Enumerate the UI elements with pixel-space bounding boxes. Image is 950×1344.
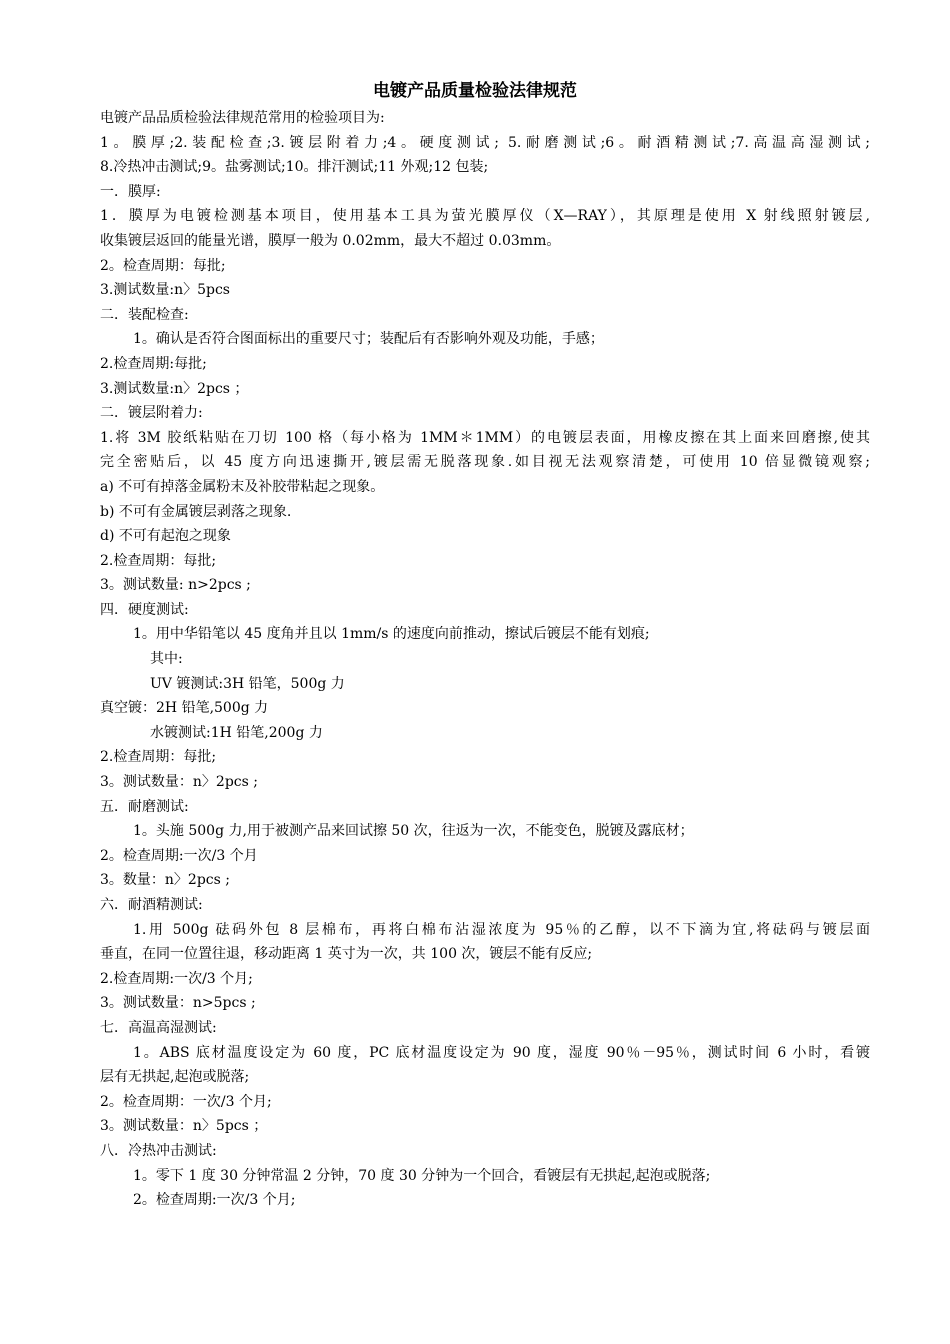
text-line: 2.检查周期:一次/3 个月; — [100, 970, 253, 987]
document-title: 电镀产品质量检验法律规范 — [373, 81, 577, 101]
text-line: 3。测试数量：n〉5pcs ； — [100, 1118, 268, 1135]
text-line: 2。检查周期：一次/3 个月; — [100, 1093, 272, 1110]
text-line: 1。确认是否符合图面标出的重要尺寸；装配后有否影响外观及功能，手感； — [133, 331, 604, 348]
text-line: 八．冷热冲击测试: — [100, 1142, 217, 1159]
text-line: 1。ABS 底材温度设定为 60 度，PC 底材温度设定为 90 度，湿度 90％－95％，测试时间 6 小时，看镀 — [133, 1044, 870, 1061]
text-line: 二．装配检查: — [100, 306, 189, 323]
text-line: 其中: — [150, 651, 183, 668]
text-line: 2.检查周期:每批; — [100, 355, 207, 372]
text-line: b) 不可有金属镀层剥落之现象. — [100, 503, 292, 520]
text-line: 2.检查周期：每批; — [100, 749, 217, 766]
text-line: UV 镀测试:3H 铅笔，500g 力 — [150, 675, 345, 692]
text-line: 3。数量：n〉2pcs ; — [100, 872, 230, 889]
text-line: 8.冷热冲击测试;9。盐雾测试;10。排汗测试;11 外观;12 包装; — [100, 159, 489, 176]
text-line: 2。检查周期:一次/3 个月 — [100, 847, 258, 864]
text-line: 1。头施 500g 力,用于被测产品来回试擦 50 次，往返为一次，不能变色，脱镀及露底材； — [133, 823, 694, 840]
text-line: 1。用中华铅笔以 45 度角并且以 1mm/s 的速度向前推动，擦试后镀层不能有划痕; — [133, 626, 650, 643]
text-line: 电镀产品品质检验法律规范常用的检验项目为: — [100, 110, 385, 126]
text-line: 3。测试数量：n>5pcs ; — [100, 995, 256, 1012]
text-line: 2。检查周期:一次/3 个月; — [133, 1192, 296, 1209]
text-line: 1。零下 1 度 30 分钟常温 2 分钟，70 度 30 分钟为一个回合，看镀层有无拱起,起泡或脱落; — [133, 1167, 711, 1184]
text-line: 1。膜厚;2.装配检查;3.镀层附着力;4。硬度测试; 5.耐磨测试;6。耐酒精测试;7.高温高湿测试; — [100, 134, 870, 151]
text-line: 水镀测试:1H 铅笔,200g 力 — [150, 724, 323, 741]
text-line: a) 不可有掉落金属粉末及补胶带粘起之现象。 — [100, 478, 385, 495]
text-line: 2.检查周期：每批; — [100, 552, 217, 569]
text-line: 五．耐磨测试: — [100, 798, 189, 815]
text-line: 层有无拱起,起泡或脱落; — [100, 1069, 250, 1086]
text-line: 3。测试数量：n〉2pcs ; — [100, 774, 258, 791]
text-line: 1.将 3M 胶纸粘贴在刀切 100 格（每小格为 1MM＊1MM）的电镀层表面，用橡皮擦在其上面来回磨擦,使其 — [100, 429, 870, 446]
text-line: 1．膜厚为电镀检测基本项目，使用基本工具为萤光膜厚仪（X—RAY），其原理是使用 X 射线照射镀层, — [100, 208, 870, 225]
text-line: 四．硬度测试: — [100, 601, 189, 618]
text-line: d) 不可有起泡之现象 — [100, 528, 231, 545]
text-line: 2。检查周期：每批; — [100, 257, 226, 274]
text-line: 七．高温高湿测试: — [100, 1019, 217, 1036]
text-line: 1.用 500g 砝码外包 8 层棉布，再将白棉布沾湿浓度为 95％的乙醇，以不下滴为宜,将砝码与镀层面 — [133, 921, 870, 938]
text-line: 六．耐酒精测试: — [100, 897, 203, 913]
document-body — [100, 106, 870, 1213]
text-line: 3。测试数量: n>2pcs ; — [100, 577, 251, 594]
text-line: 收集镀层返回的能量光谱，膜厚一般为 0.02mm，最大不超过 0.03mm。 — [100, 232, 561, 249]
text-line: 一．膜厚: — [100, 183, 161, 200]
text-line: 3.测试数量:n〉2pcs ； — [100, 380, 249, 397]
text-line: 完全密贴后，以 45 度方向迅速撕开,镀层需无脱落现象.如目视无法观察清楚，可使用 10 倍显微镜观察; — [100, 454, 870, 471]
text-line: 3.测试数量:n〉5pcs — [100, 282, 230, 299]
text-line: 真空镀：2H 铅笔,500g 力 — [100, 700, 269, 717]
text-line: 垂直，在同一位置往退，移动距离 1 英寸为一次，共 100 次，镀层不能有反应; — [100, 946, 593, 963]
text-line: 二．镀层附着力: — [100, 405, 203, 422]
